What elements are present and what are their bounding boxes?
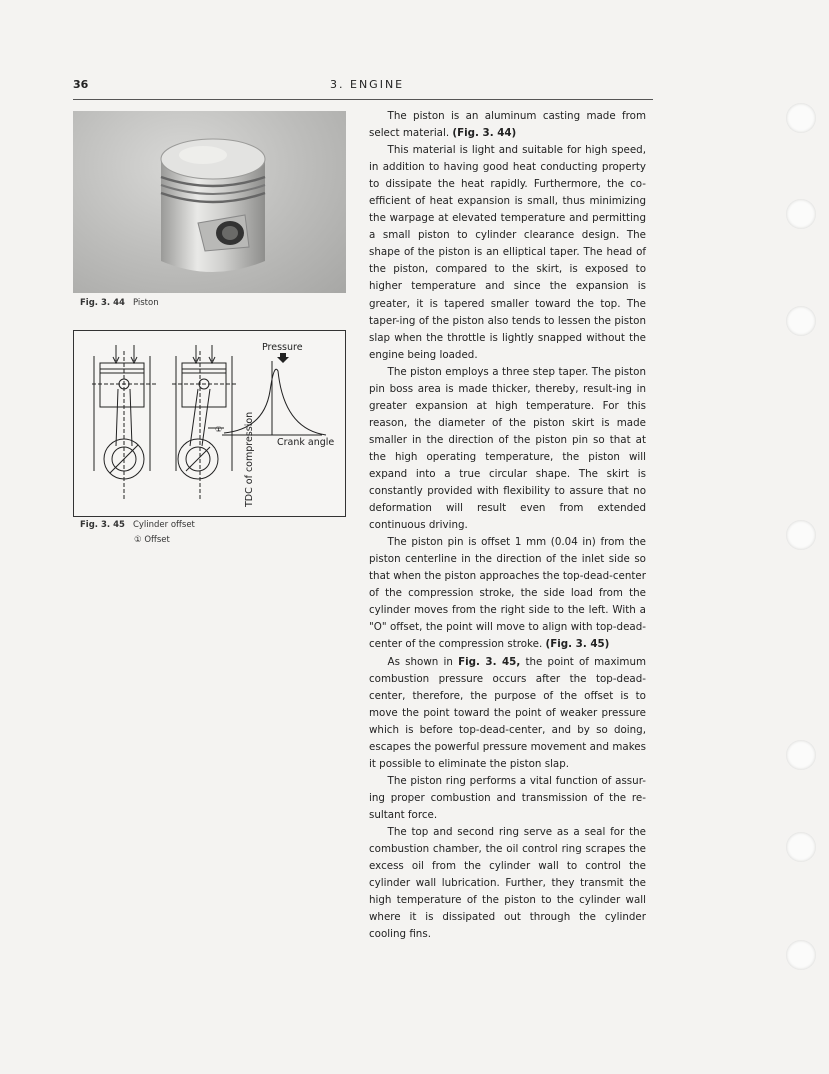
binder-hole bbox=[786, 832, 816, 862]
binder-hole bbox=[786, 740, 816, 770]
header-rule bbox=[73, 99, 653, 100]
fig-3-45-caption-text: Cylinder offset bbox=[132, 520, 195, 530]
fig-ref: Fig. 3. 45, bbox=[458, 655, 521, 668]
crank-angle-label: Crank angle bbox=[277, 437, 335, 448]
paragraph-2: This material is light and suitable for high speed, in addition to having good heat conducting property to dissipate the heat rapidly. Furthermore, the co-efficient of heat expansion is small, thus minimizing the warpage at elevated temperature and permitting a small piston to cylinder clearance design. The shape of the piston is an elliptical taper. The head of the piston, compared to the skirt, is exposed to higher temperature and since the expansion is greater, it is tapered smaller toward the top. The taper-ing of the piston also tends to lessen the piston slap when the throttle is lightly snapped without the engine being loaded. bbox=[369, 144, 646, 361]
tdc-label: TDC of compression bbox=[244, 411, 255, 507]
offset-callout: ① bbox=[215, 425, 223, 434]
paragraph-7: The top and second ring serve as a seal for the combustion chamber, the oil control ring scrapes the excess oil from the cylinder wall to control the cylinder wall lubrication. Further, they transmit the high temperature of the piston to the cylinder wall where it is dissipated out through the cylinder cooling fins. bbox=[369, 825, 646, 941]
fig-3-45-label: Fig. 3. 45 bbox=[80, 520, 125, 530]
binder-hole bbox=[786, 103, 816, 133]
fig-3-45-caption bbox=[80, 520, 195, 530]
paragraph-5: As shown in Fig. 3. 45, the point of maximum combustion pressure occurs after the top-dead-center, therefore, the purpose of the offset is to move the point toward the point of weaker pressure which is before top-dead-center, and by so doing, escapes the powerful pressure movement and makes it possible to eliminate the piston slap. bbox=[369, 655, 646, 770]
binder-hole bbox=[786, 306, 816, 336]
paragraph-4: The piston pin is offset 1 mm (0.04 in) from the piston centerline in the direction of the inlet side so that when the piston approaches the top-dead-center of the compression stroke, the side load from the cylinder moves from the right side to the left. With a "O" offset, the point will move to align with top-dead-center of the compression stroke. (Fig. 3. 45) bbox=[369, 536, 646, 651]
paragraph-3: The piston employs a three step taper. The piston pin boss area is made thicker, thereby, result-ing in greater expansion at high temperature. For this reason, the diameter of the piston skirt is made smaller in the direction of the piston pin so that at the high operating temperature, the piston will expand into a true circular shape. The skirt is constantly provided with flexibility to assure that no deformation will result even from extended continuous driving. bbox=[369, 365, 646, 532]
pressure-label: Pressure bbox=[262, 342, 303, 353]
piston-photo bbox=[73, 111, 346, 293]
page-number: 36 bbox=[73, 78, 89, 91]
body-text bbox=[369, 108, 646, 943]
binder-hole bbox=[786, 199, 816, 229]
running-head: 3. ENGINE bbox=[330, 78, 405, 91]
fig-ref: (Fig. 3. 44) bbox=[452, 127, 517, 140]
binder-hole bbox=[786, 940, 816, 970]
fig-3-45-legend: ① Offset bbox=[134, 535, 170, 545]
binder-hole bbox=[786, 520, 816, 550]
paragraph-6: The piston ring performs a vital function of assur-ing proper combustion and transmission of the re-sultant force. bbox=[369, 774, 646, 821]
fig-ref: (Fig. 3. 45) bbox=[545, 638, 610, 651]
cylinder-offset-diagram bbox=[73, 330, 346, 517]
fig-3-44-caption bbox=[80, 298, 159, 308]
fig-3-44-caption-text: Piston bbox=[132, 298, 159, 308]
paragraph-1: The piston is an aluminum casting made from select material. (Fig. 3. 44) bbox=[369, 110, 646, 140]
fig-3-44-label: Fig. 3. 44 bbox=[80, 298, 125, 308]
